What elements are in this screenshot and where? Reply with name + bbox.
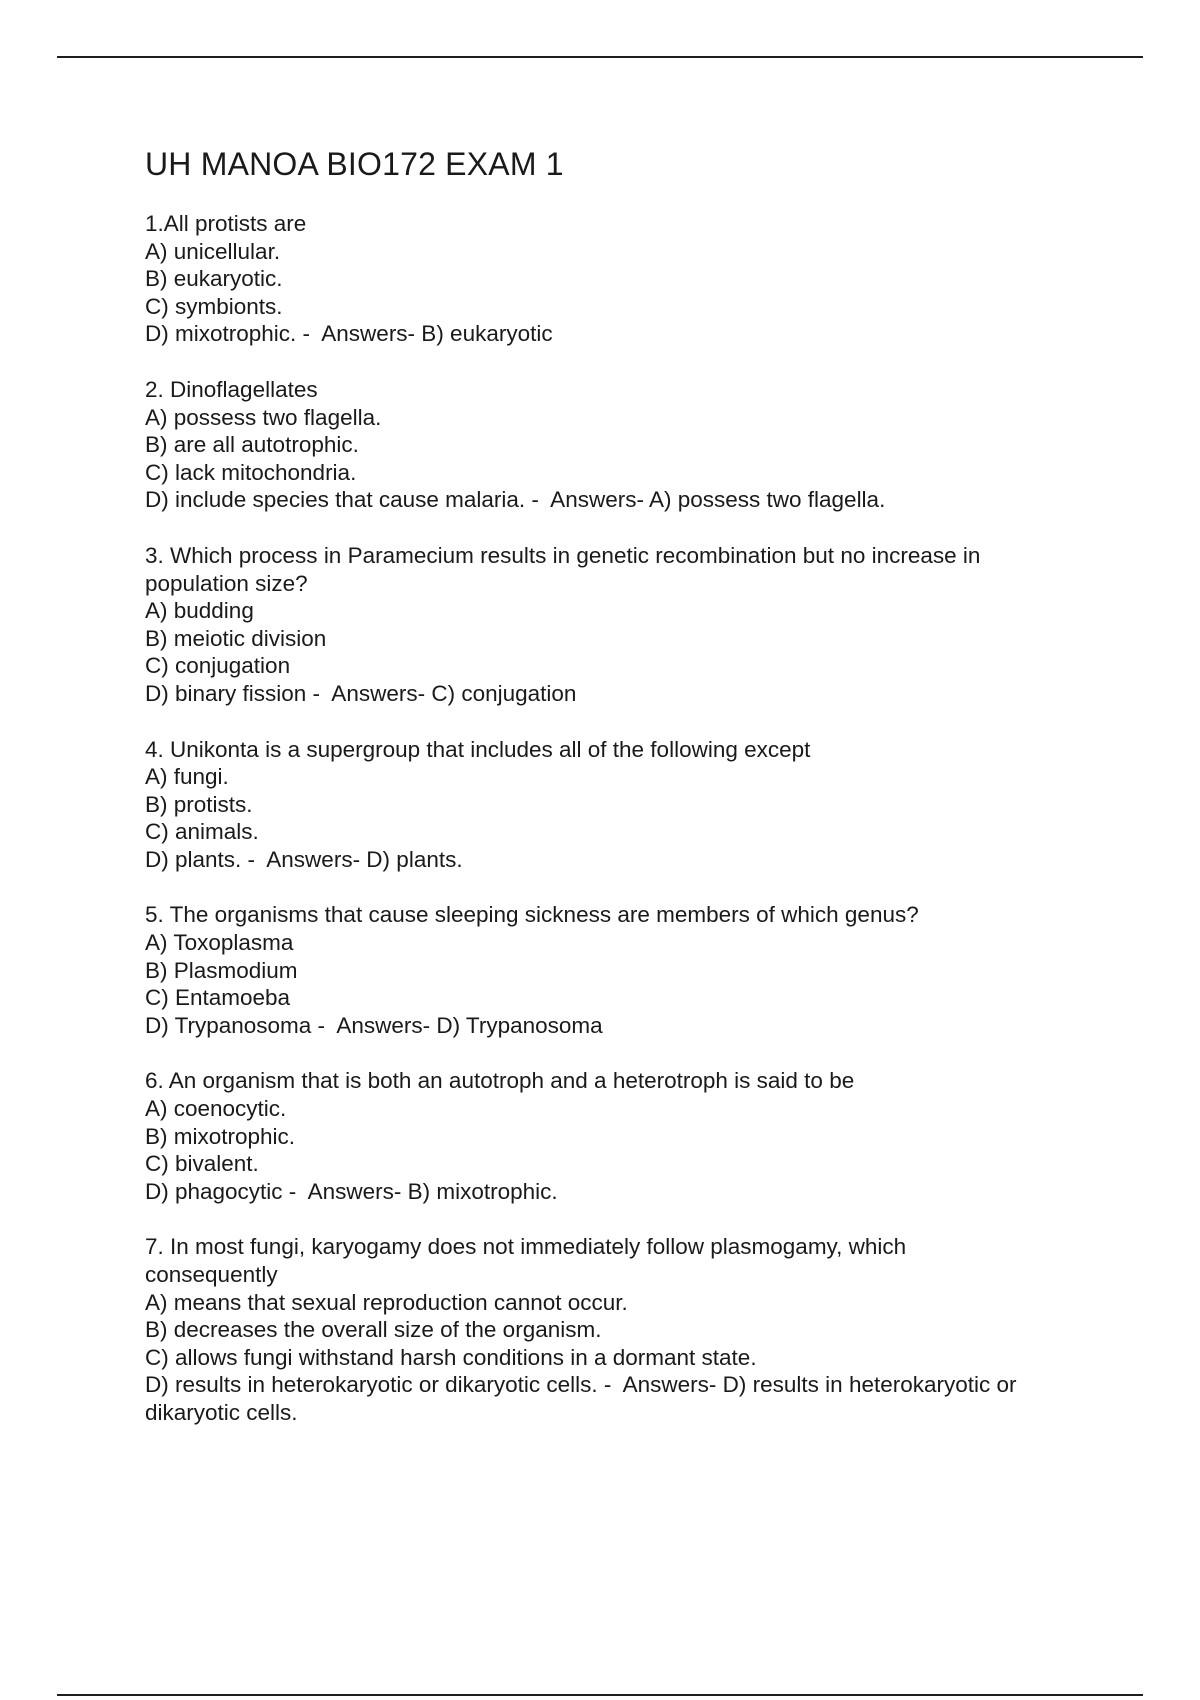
question-4-prompt: 4. Unikonta is a supergroup that includes all of the following except [145,736,811,762]
question-4 [145,736,1105,874]
question-7-option-a: A) means that sexual reproduction cannot occur. [145,1289,628,1315]
question-7-answer-continued: dikaryotic cells. [145,1399,298,1425]
question-2-option-a: A) possess two flagella. [145,404,382,430]
question-3-option-d-answer: D) binary fission - Answers- C) conjugation [145,680,577,706]
question-6-option-b: B) mixotrophic. [145,1123,296,1149]
question-7-prompt-continued: consequently [145,1262,278,1287]
question-4-option-d-answer: D) plants. - Answers- D) plants. [145,846,463,872]
question-3-prompt: 3. Which process in Paramecium results in genetic recombination but no increase in [145,542,981,568]
question-5-option-d-answer: D) Trypanosoma - Answers- D) Trypanosoma [145,1012,603,1038]
question-3 [145,542,1105,708]
question-3-prompt-continued: population size? [145,570,308,596]
question-6 [145,1067,1105,1205]
question-1-option-b: B) eukaryotic. [145,266,283,292]
question-7-prompt: 7. In most fungi, karyogamy does not immediately follow plasmogamy, which [145,1234,907,1260]
question-7-option-d-answer: D) results in heterokaryotic or dikaryotic cells. - Answers- D) results in heterokaryotic or [145,1372,1017,1398]
question-5-prompt: 5. The organisms that cause sleeping sickness are members of which genus? [145,902,919,928]
question-1-prompt: 1.All protists are [145,211,307,236]
question-5-option-c: C) Entamoeba [145,985,291,1011]
question-6-option-c: C) bivalent. [145,1151,259,1177]
question-5-option-a: A) Toxoplasma [145,930,294,956]
question-5 [145,901,1105,1039]
question-2-option-b: B) are all autotrophic. [145,432,359,458]
question-7-option-b: B) decreases the overall size of the organism. [145,1317,602,1343]
question-1-option-d-answer: D) mixotrophic. - Answers- B) eukaryotic [145,321,553,347]
question-3-option-c: C) conjugation [145,653,291,679]
question-1 [145,210,1105,348]
question-4-option-a: A) fungi. [145,764,229,790]
question-4-option-b: B) protists. [145,791,253,817]
question-3-option-a: A) budding [145,598,254,624]
question-4-option-c: C) animals. [145,819,259,845]
bottom-rule [57,1694,1143,1696]
question-7-option-c: C) allows fungi withstand harsh conditions in a dormant state. [145,1344,757,1370]
question-2-option-c: C) lack mitochondria. [145,459,357,485]
question-2-prompt: 2. Dinoflagellates [145,376,318,402]
document-title: UH MANOA BIO172 EXAM 1 [145,146,564,182]
question-3-option-b: B) meiotic division [145,625,327,651]
question-1-option-c: C) symbionts. [145,293,283,319]
question-6-option-d-answer: D) phagocytic - Answers- B) mixotrophic. [145,1178,558,1204]
top-rule [57,56,1143,58]
question-5-option-b: B) Plasmodium [145,957,298,983]
document-body [145,144,1105,1455]
question-6-prompt: 6. An organism that is both an autotroph and a heterotroph is said to be [145,1068,855,1094]
question-7 [145,1233,1105,1426]
question-2 [145,376,1105,514]
question-2-option-d-answer: D) include species that cause malaria. - Answers- A) possess two flagella. [145,487,886,513]
question-6-option-a: A) coenocytic. [145,1096,287,1122]
question-1-option-a: A) unicellular. [145,238,281,264]
